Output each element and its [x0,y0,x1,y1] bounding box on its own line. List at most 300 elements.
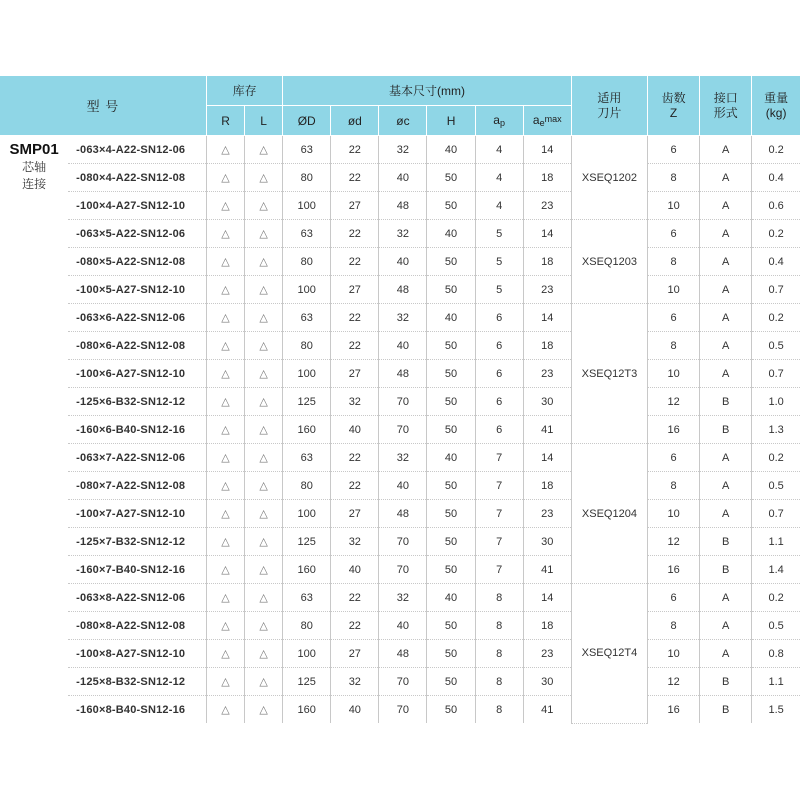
model-number: -160×7-B40-SN12-16 [68,556,206,584]
dim-ap: 5 [475,276,523,304]
table-row [0,444,800,472]
table-row [0,584,800,612]
header-interface-line1: 接口 [713,90,738,105]
header-weight-line2: (kg) [765,105,787,120]
stock-r: △ [206,220,244,248]
model-number: -160×8-B40-SN12-16 [76,703,186,716]
table-row [0,612,800,640]
stock-r: △ [206,136,244,164]
dim-D: 63 [283,584,331,612]
teeth-count: 12 [648,528,700,556]
weight: 0.6 [752,192,800,220]
model-number: -125×8-B32-SN12-12 [68,668,206,696]
model-number: -080×5-A22-SN12-08 [68,248,206,276]
dim-ae: 14 [523,304,571,332]
stock-r: △ [206,388,244,416]
stock-l: △ [245,276,283,304]
header-interface-line2: 形式 [713,105,738,120]
stock-r: △ [206,500,244,528]
teeth-count: 10 [648,276,700,304]
dim-d: 27 [331,276,379,304]
dim-c: 48 [379,192,427,220]
dim-ap: 4 [475,192,523,220]
stock-l: △ [245,584,283,612]
stock-l: △ [245,220,283,248]
dim-ap: 7 [475,556,523,584]
header-col-c: øc [379,106,427,136]
interface-type: B [700,416,752,444]
dim-ap: 8 [475,612,523,640]
dim-d: 27 [331,192,379,220]
stock-r: △ [206,668,244,696]
teeth-count: 10 [648,640,700,668]
dim-H: 50 [427,640,475,668]
interface-type: A [700,332,752,360]
model-number: -080×6-A22-SN12-08 [68,332,206,360]
dim-ae: 18 [523,472,571,500]
weight: 1.1 [752,528,800,556]
dim-H: 50 [427,528,475,556]
insert-type: XSEQ1203 [571,220,647,304]
dim-c: 70 [379,556,427,584]
insert-type: XSEQ1204 [571,444,647,584]
dim-H: 50 [427,500,475,528]
stock-l: △ [245,416,283,444]
dim-ap: 6 [475,332,523,360]
teeth-count: 12 [648,668,700,696]
series-desc-line1: 芯轴 [22,160,47,174]
stock-l: △ [245,612,283,640]
dim-D: 80 [283,164,331,192]
dim-H: 50 [427,332,475,360]
stock-r: △ [206,304,244,332]
dim-D: 80 [283,332,331,360]
dim-c: 48 [379,640,427,668]
dim-ap: 8 [475,584,523,612]
interface-type: A [700,164,752,192]
dim-d: 40 [331,556,379,584]
interface-type: B [700,668,752,696]
teeth-count: 6 [648,584,700,612]
interface-type: A [700,136,752,164]
dim-c: 32 [379,136,427,164]
table-row [0,276,800,304]
stock-r: △ [206,528,244,556]
dim-c: 48 [379,360,427,388]
table-row [0,528,800,556]
header-teeth-line2: Z [669,105,678,120]
weight: 0.2 [752,444,800,472]
series-cell [0,136,68,724]
dim-c: 32 [379,444,427,472]
dim-ae: 30 [523,668,571,696]
dim-D: 100 [283,640,331,668]
table-row [0,556,800,584]
stock-l: △ [245,640,283,668]
table-row [0,164,800,192]
dim-ae: 41 [523,416,571,444]
stock-l: △ [245,360,283,388]
dim-H: 50 [427,668,475,696]
dim-H: 40 [427,584,475,612]
stock-r: △ [206,360,244,388]
model-number: -100×8-A27-SN12-10 [68,640,206,668]
dim-ae: 14 [523,584,571,612]
dim-d: 32 [331,668,379,696]
dim-ap: 6 [475,416,523,444]
series-code: SMP01 [9,141,59,158]
model-number: -063×6-A22-SN12-06 [68,304,206,332]
dim-ap: 4 [475,164,523,192]
dim-ae: 18 [523,332,571,360]
header-interface [700,76,752,136]
model-number: -100×5-A27-SN12-10 [68,276,206,304]
dim-ap: 4 [475,136,523,164]
weight: 0.7 [752,500,800,528]
dim-ap: 7 [475,500,523,528]
teeth-count: 10 [648,360,700,388]
stock-r: △ [206,696,244,724]
dim-D: 100 [283,360,331,388]
model-number: -100×4-A27-SN12-10 [68,192,206,220]
dim-c: 40 [379,612,427,640]
header-insert-line2: 刀片 [597,105,622,120]
model-number: -100×7-A27-SN12-10 [68,500,206,528]
dim-c: 48 [379,500,427,528]
header-col-D: ØD [283,106,331,136]
weight: 0.2 [752,220,800,248]
dim-c: 48 [379,276,427,304]
teeth-count: 6 [648,136,700,164]
dim-d: 22 [331,164,379,192]
stock-r: △ [206,472,244,500]
table-row [0,332,800,360]
dim-c: 70 [379,668,427,696]
dim-ae: 23 [523,500,571,528]
dim-D: 160 [283,556,331,584]
interface-type: A [700,444,752,472]
weight: 0.7 [752,276,800,304]
header-stock-l: L [245,106,283,136]
weight: 0.2 [752,136,800,164]
model-number: -063×7-A22-SN12-06 [68,444,206,472]
insert-type: XSEQ12T3 [571,304,647,444]
header-stock-r: R [206,106,244,136]
dim-d: 22 [331,304,379,332]
teeth-count: 16 [648,416,700,444]
interface-type: A [700,500,752,528]
dim-D: 100 [283,500,331,528]
dim-ae: 14 [523,136,571,164]
dim-ae: 41 [523,556,571,584]
teeth-count: 10 [648,500,700,528]
header-col-d: ød [331,106,379,136]
model-number: -080×7-A22-SN12-08 [68,472,206,500]
dim-D: 80 [283,472,331,500]
dim-H: 50 [427,360,475,388]
stock-l: △ [245,332,283,360]
dim-H: 50 [427,248,475,276]
dim-H: 50 [427,612,475,640]
header-ae-main: a [532,113,540,127]
dim-H: 50 [427,416,475,444]
stock-r: △ [206,276,244,304]
series-desc-line2: 连接 [22,177,47,191]
dim-c: 40 [379,332,427,360]
teeth-count: 12 [648,388,700,416]
dim-d: 40 [331,416,379,444]
dim-H: 40 [427,220,475,248]
dim-ap: 8 [475,696,523,724]
header-stock: 库存 [206,76,282,106]
model-number: -080×8-A22-SN12-08 [68,612,206,640]
stock-r: △ [206,612,244,640]
dim-H: 50 [427,192,475,220]
table-row [0,640,800,668]
insert-type: XSEQ1202 [571,136,647,220]
dim-c: 40 [379,248,427,276]
dim-ap: 8 [475,668,523,696]
interface-type: B [700,528,752,556]
header-col-ae [523,106,571,136]
interface-type: A [700,584,752,612]
table-row [0,304,800,332]
stock-r: △ [206,248,244,276]
teeth-count: 16 [648,696,700,724]
dim-ae: 41 [523,696,571,724]
stock-l: △ [245,668,283,696]
model-number: -100×6-A27-SN12-10 [68,360,206,388]
dim-d: 22 [331,136,379,164]
model-number: -160×6-B40-SN12-16 [68,416,206,444]
dim-D: 80 [283,248,331,276]
stock-r: △ [206,192,244,220]
dim-H: 40 [427,136,475,164]
dim-H: 50 [427,388,475,416]
dim-D: 100 [283,192,331,220]
header-insert-line1: 适用 [597,90,622,105]
weight: 1.3 [752,416,800,444]
weight: 0.5 [752,332,800,360]
weight: 1.4 [752,556,800,584]
dim-ae: 18 [523,248,571,276]
dim-D: 125 [283,528,331,556]
dim-ae: 23 [523,640,571,668]
stock-l: △ [245,444,283,472]
weight: 0.4 [752,248,800,276]
dim-c: 32 [379,584,427,612]
dim-ae: 14 [523,220,571,248]
teeth-count: 6 [648,444,700,472]
interface-type: B [700,388,752,416]
table-row [0,220,800,248]
dim-d: 22 [331,612,379,640]
model-number: -125×6-B32-SN12-12 [68,388,206,416]
dim-ap: 6 [475,360,523,388]
dim-ae: 18 [523,612,571,640]
dim-D: 160 [283,696,331,724]
dim-ae: 18 [523,164,571,192]
dim-D: 100 [283,276,331,304]
stock-l: △ [245,388,283,416]
table-row [0,192,800,220]
model-number: -080×4-A22-SN12-08 [68,164,206,192]
dim-D: 63 [283,444,331,472]
model-number: -063×8-A22-SN12-06 [68,584,206,612]
header-ae-sub: e [539,118,545,128]
weight: 0.5 [752,472,800,500]
teeth-count: 10 [648,192,700,220]
dim-D: 63 [283,136,331,164]
table-row [0,696,800,724]
weight: 1.1 [752,668,800,696]
header-teeth-line1: 齿数 [661,90,686,105]
dim-ap: 7 [475,472,523,500]
header-ap-main: a [493,113,500,127]
header-col-ap [475,106,523,136]
stock-l: △ [245,500,283,528]
interface-type: A [700,472,752,500]
table-row [0,360,800,388]
weight: 1.0 [752,388,800,416]
dim-ae: 23 [523,360,571,388]
dim-c: 40 [379,164,427,192]
dim-d: 40 [331,696,379,724]
dim-d: 27 [331,500,379,528]
dim-H: 50 [427,472,475,500]
stock-r: △ [206,444,244,472]
table-row [0,416,800,444]
dim-ae: 30 [523,388,571,416]
teeth-count: 8 [648,612,700,640]
insert-type: XSEQ12T4 [571,584,647,724]
dim-d: 27 [331,640,379,668]
dim-H: 50 [427,276,475,304]
dim-D: 160 [283,416,331,444]
weight: 1.5 [752,696,800,724]
dim-ap: 8 [475,640,523,668]
header-weight-line1: 重量 [764,90,789,105]
dim-d: 27 [331,360,379,388]
interface-type: B [700,556,752,584]
interface-type: A [700,360,752,388]
stock-l: △ [245,472,283,500]
dim-ae: 23 [523,276,571,304]
header-model: 型 号 [0,76,206,136]
stock-r: △ [206,164,244,192]
interface-type: A [700,220,752,248]
dim-d: 22 [331,472,379,500]
stock-l: △ [245,136,283,164]
dim-c: 70 [379,696,427,724]
teeth-count: 16 [648,556,700,584]
interface-type: A [700,304,752,332]
dim-d: 32 [331,528,379,556]
header-ap-sub: p [499,118,505,128]
dim-c: 70 [379,388,427,416]
weight: 0.5 [752,612,800,640]
dim-d: 22 [331,332,379,360]
dim-ae: 23 [523,192,571,220]
spec-table [0,76,800,724]
table-row [0,136,800,164]
stock-r: △ [206,640,244,668]
stock-l: △ [245,556,283,584]
dim-c: 70 [379,416,427,444]
teeth-count: 6 [648,304,700,332]
dim-c: 70 [379,528,427,556]
dim-H: 50 [427,696,475,724]
model-number: -125×7-B32-SN12-12 [68,528,206,556]
dim-D: 63 [283,304,331,332]
stock-r: △ [206,556,244,584]
dim-ap: 7 [475,528,523,556]
stock-r: △ [206,416,244,444]
teeth-count: 8 [648,472,700,500]
dim-H: 40 [427,304,475,332]
dim-c: 32 [379,220,427,248]
dim-d: 22 [331,220,379,248]
dim-ap: 5 [475,220,523,248]
weight: 0.7 [752,360,800,388]
dim-ap: 5 [475,248,523,276]
dim-D: 80 [283,612,331,640]
stock-r: △ [206,584,244,612]
dim-D: 63 [283,220,331,248]
stock-r: △ [206,332,244,360]
interface-type: A [700,640,752,668]
interface-type: A [700,612,752,640]
dim-H: 40 [427,444,475,472]
dim-c: 32 [379,304,427,332]
weight: 0.4 [752,164,800,192]
dim-ap: 7 [475,444,523,472]
header-teeth [648,76,700,136]
stock-l: △ [245,696,283,724]
dim-ap: 6 [475,304,523,332]
table-row [0,472,800,500]
weight: 0.2 [752,304,800,332]
teeth-count: 8 [648,332,700,360]
table-row [0,248,800,276]
dim-d: 22 [331,248,379,276]
stock-l: △ [245,248,283,276]
stock-l: △ [245,528,283,556]
table-body [0,136,800,724]
table-row [0,388,800,416]
dim-ae: 30 [523,528,571,556]
teeth-count: 8 [648,164,700,192]
dim-H: 50 [427,164,475,192]
dim-ae: 14 [523,444,571,472]
stock-l: △ [245,304,283,332]
header-insert [571,76,647,136]
interface-type: A [700,248,752,276]
teeth-count: 6 [648,220,700,248]
interface-type: B [700,696,752,724]
dim-d: 22 [331,584,379,612]
dim-D: 125 [283,388,331,416]
teeth-count: 8 [648,248,700,276]
dim-c: 40 [379,472,427,500]
table-row [0,500,800,528]
interface-type: A [700,192,752,220]
weight: 0.8 [752,640,800,668]
model-number: -063×5-A22-SN12-06 [68,220,206,248]
header-dims: 基本尺寸(mm) [283,76,572,106]
weight: 0.2 [752,584,800,612]
dim-d: 32 [331,388,379,416]
